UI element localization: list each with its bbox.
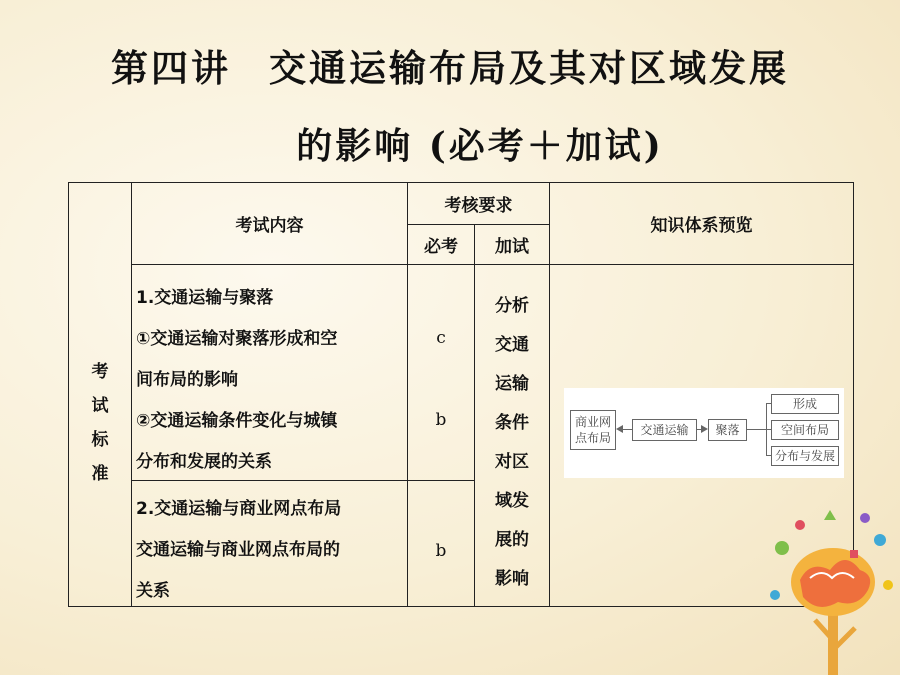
standard-char: 试 bbox=[91, 396, 109, 416]
page-title-line2: 的影响 (必考＋加试) bbox=[296, 125, 664, 167]
section2-value-b: b bbox=[435, 541, 447, 561]
section1-content bbox=[132, 278, 411, 483]
jiashi-text: 分析 bbox=[495, 296, 529, 316]
jiashi-text: 条件 bbox=[495, 413, 529, 433]
header-bikao: 必考 bbox=[424, 237, 458, 257]
section2-line: 关系 bbox=[136, 581, 170, 601]
jiashi-text: 域发 bbox=[495, 491, 529, 511]
section2-line: 2.交通运输与商业网点布局 bbox=[136, 499, 342, 519]
standard-char: 准 bbox=[91, 464, 109, 484]
diagram-box-transport: 交通运输 bbox=[632, 419, 697, 441]
section1-line: ①交通运输对聚落形成和空 bbox=[136, 329, 338, 349]
lecture-title: 交通运输布局及其对区域发展 bbox=[269, 46, 789, 90]
jiashi-content bbox=[475, 283, 549, 603]
jiashi-text: 对区 bbox=[495, 452, 529, 472]
diagram-box-formation: 形成 bbox=[771, 394, 839, 414]
diagram-box-commerce: 商业网点布局 bbox=[570, 410, 616, 450]
section1-line: ②交通运输条件变化与城镇 bbox=[136, 411, 338, 431]
section1-line: 分布和发展的关系 bbox=[136, 452, 272, 472]
syllabus-table bbox=[68, 182, 854, 607]
section1-line: 1.交通运输与聚落 bbox=[136, 288, 274, 308]
jiashi-text: 交通 bbox=[495, 335, 529, 355]
standard-label bbox=[69, 343, 131, 503]
header-requirement: 考核要求 bbox=[444, 196, 513, 216]
section2-content bbox=[132, 489, 411, 612]
knowledge-diagram bbox=[564, 388, 844, 478]
section1-value-c: c bbox=[436, 328, 446, 348]
section1-value-b: b bbox=[435, 410, 447, 430]
diagram-box-settlement: 聚落 bbox=[708, 419, 747, 441]
brain-tree-decoration bbox=[760, 500, 900, 675]
jiashi-text: 影响 bbox=[495, 569, 529, 589]
diagram-box-spatial-layout: 空间布局 bbox=[771, 420, 839, 440]
lecture-number: 第四讲 bbox=[111, 46, 231, 90]
standard-char: 考 bbox=[91, 362, 109, 382]
jiashi-text: 运输 bbox=[495, 374, 529, 394]
standard-char: 标 bbox=[91, 430, 109, 450]
header-knowledge: 知识体系预览 bbox=[650, 216, 753, 236]
section2-line: 交通运输与商业网点布局的 bbox=[136, 540, 340, 560]
diagram-box-distribution: 分布与发展 bbox=[771, 446, 839, 466]
page-title bbox=[0, 38, 900, 92]
header-content: 考试内容 bbox=[235, 216, 304, 236]
header-jiashi: 加试 bbox=[495, 237, 529, 257]
jiashi-text: 展的 bbox=[495, 530, 529, 550]
section1-line: 间布局的影响 bbox=[136, 370, 238, 390]
